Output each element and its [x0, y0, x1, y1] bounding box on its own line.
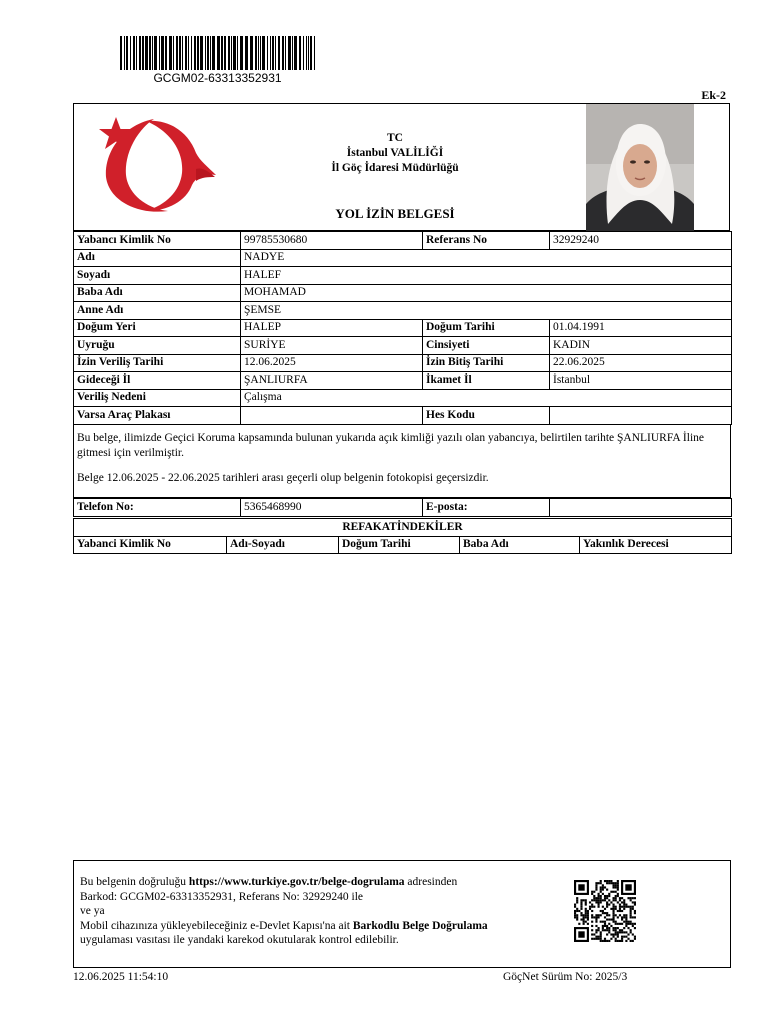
- field-label: Anne Adı: [74, 302, 241, 320]
- document-title: YOL İZİN BELGESİ: [335, 206, 455, 221]
- reference-no-value: 32929240: [550, 232, 732, 250]
- field-label: Adı: [74, 249, 241, 267]
- table-row: [74, 407, 732, 425]
- hes-code-value: [550, 407, 732, 425]
- field-label: Varsa Araç Plakası: [74, 407, 241, 425]
- field-label: İzin Veriliş Tarihi: [74, 354, 241, 372]
- residence-city-value: İstanbul: [550, 372, 732, 390]
- destination-city-value: ŞANLIURFA: [241, 372, 423, 390]
- table-row: [74, 284, 732, 302]
- field-label: Soyadı: [74, 267, 241, 285]
- system-version: GöçNet Sürüm No: 2025/3: [503, 971, 628, 983]
- permit-notice: [73, 424, 731, 498]
- foreign-id-value: 99785530680: [241, 232, 423, 250]
- verification-line: [80, 875, 560, 890]
- field-label: Veriliş Nedeni: [74, 389, 241, 407]
- permit-end-date-value: 22.06.2025: [550, 354, 732, 372]
- mother-name-value: ŞEMSE: [241, 302, 732, 320]
- vehicle-plate-value: [241, 407, 423, 425]
- surname-value: HALEF: [241, 267, 732, 285]
- field-label: Doğum Yeri: [74, 319, 241, 337]
- verification-text: [80, 875, 560, 948]
- barcode-icon: [120, 36, 315, 70]
- table-row: [74, 337, 732, 355]
- verification-text-part: adresinden: [404, 876, 458, 888]
- verification-text-part: Bu belgenin doğruluğu: [80, 876, 189, 888]
- companions-title: REFAKATİNDEKİLER: [74, 519, 732, 537]
- validity-paragraph: Belge 12.06.2025 - 22.06.2025 tarihleri arası geçerli olup belgenin fotokopisi geçersizdir.: [77, 472, 489, 484]
- phone-value: 5365468990: [241, 499, 423, 517]
- field-label: E-posta:: [423, 499, 550, 517]
- qr-instruction-line: uygulaması vasıtası ile yandaki karekod okutularak kontrol edilebilir.: [80, 934, 399, 946]
- table-row: [74, 354, 732, 372]
- column-header: Adı-Soyadı: [227, 536, 339, 554]
- header-line-directorate: İl Göç İdaresi Müdürlüğü: [331, 162, 459, 174]
- mobile-app-line: [80, 919, 560, 934]
- birth-date-value: 01.04.1991: [550, 319, 732, 337]
- table-row: [74, 319, 732, 337]
- birth-place-value: HALEP: [241, 319, 423, 337]
- issuing-authority: [240, 131, 550, 176]
- table-row: [74, 499, 732, 517]
- contact-table: [73, 498, 732, 517]
- personal-info-table: [73, 231, 732, 425]
- table-row: [74, 389, 732, 407]
- verification-url-link[interactable]: https://www.turkiye.gov.tr/belge-dogrulama: [188, 876, 405, 888]
- barcode-number: GCGM02-63313352931: [153, 71, 282, 85]
- header-line-governorship: İstanbul VALİLİĞİ: [346, 147, 444, 159]
- portrait-photo: [586, 104, 694, 231]
- table-row: [74, 232, 732, 250]
- field-label: İzin Bitiş Tarihi: [423, 354, 550, 372]
- column-header: Baba Adı: [460, 536, 580, 554]
- table-row: [74, 249, 732, 267]
- barcode-reference-line: Barkod: GCGM02-63313352931, Referans No: 32929240 ile: [80, 890, 363, 903]
- qr-code-icon: [572, 880, 638, 942]
- field-label: Gideceği İl: [74, 372, 241, 390]
- header-line-tc: TC: [387, 132, 403, 144]
- gender-value: KADIN: [550, 337, 732, 355]
- field-label: Yabancı Kimlik No: [74, 232, 241, 250]
- field-label: Baba Adı: [74, 284, 241, 302]
- first-name-value: NADYE: [241, 249, 732, 267]
- field-label: Uyruğu: [74, 337, 241, 355]
- table-header-row: [74, 536, 732, 554]
- field-label: Hes Kodu: [423, 407, 550, 425]
- field-label: Telefon No:: [74, 499, 241, 517]
- column-header: Doğum Tarihi: [339, 536, 460, 554]
- column-header: Yabanci Kimlik No: [74, 536, 227, 554]
- verification-text-part: Mobil cihazınıza yükleyebileceğiniz e-Devlet Kapısı'na ait: [80, 919, 353, 932]
- table-row: [74, 267, 732, 285]
- father-name-value: MOHAMAD: [241, 284, 732, 302]
- table-row: [74, 302, 732, 320]
- permit-issue-date-value: 12.06.2025: [241, 354, 423, 372]
- nationality-value: SURİYE: [241, 337, 423, 355]
- column-header: Yakınlık Derecesi: [580, 536, 732, 554]
- field-label: Cinsiyeti: [423, 337, 550, 355]
- table-row: [74, 519, 732, 537]
- or-line: ve ya: [80, 905, 105, 917]
- companions-table: [73, 518, 732, 554]
- table-row: [74, 372, 732, 390]
- issue-reason-value: Çalışma: [241, 389, 732, 407]
- app-name: Barkodlu Belge Doğrulama: [352, 919, 488, 932]
- field-label: Referans No: [423, 232, 550, 250]
- print-datetime: 12.06.2025 11:54:10: [73, 971, 169, 983]
- notice-paragraph: Bu belge, ilimizde Geçici Koruma kapsamında bulunan yukarıda açık kimliği yazılı olan yabancıya, belirtilen tarihte ŞANLIURFA İline gitmesi için verilmiştir.: [77, 432, 705, 459]
- email-value: [550, 499, 732, 517]
- field-label: İkamet İl: [423, 372, 550, 390]
- annex-label: Ek-2: [701, 88, 726, 102]
- field-label: Doğum Tarihi: [423, 319, 550, 337]
- crescent-star-bird-logo: [96, 115, 218, 215]
